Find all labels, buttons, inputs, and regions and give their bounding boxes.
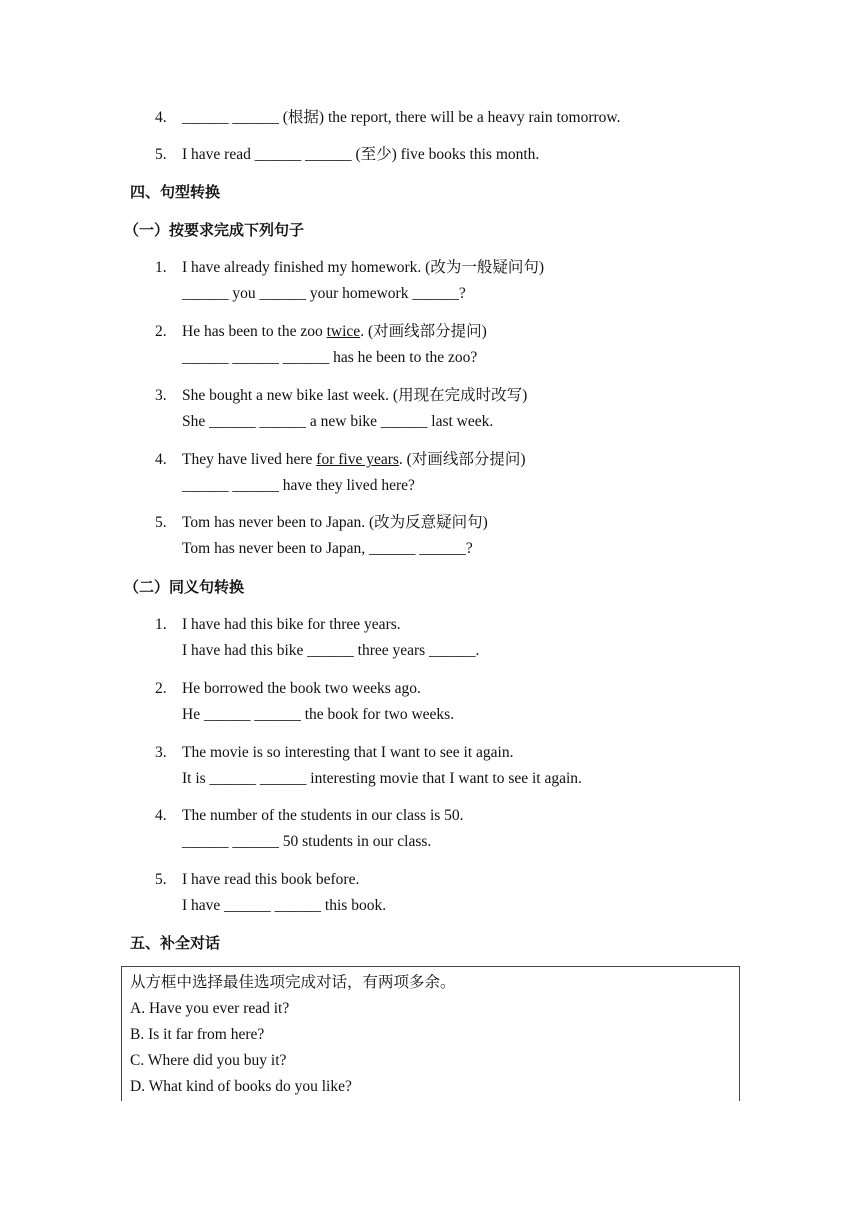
- item-answer-line: He ______ ______ the book for two weeks.: [182, 706, 455, 723]
- item-answer-line: Tom has never been to Japan, ______ ______?: [182, 540, 473, 557]
- prompt-instruction: . (对画线部分提问): [398, 451, 526, 468]
- item-prompt: I have already finished my homework. (改为一般疑问句): [182, 259, 545, 276]
- item-number: 5.: [155, 871, 167, 888]
- item-text: I have read ______ ______ (至少) five books this month.: [182, 146, 540, 163]
- subsection-title: （一）按要求完成下列句子: [124, 221, 305, 239]
- item-prompt: [182, 450, 525, 470]
- item-number: 4.: [155, 807, 167, 824]
- underlined-phrase: for five years: [316, 451, 399, 468]
- item-number: 4.: [155, 109, 167, 126]
- option-b: B. Is it far from here?: [130, 1026, 265, 1043]
- box-instruction: 从方框中选择最佳选项完成对话，有两项多余。: [130, 974, 456, 991]
- item-answer-line: I have had this bike ______ three years ______.: [182, 642, 480, 659]
- underlined-phrase: twice: [326, 323, 361, 340]
- item-prompt: I have read this book before.: [182, 871, 360, 888]
- item-number: 5.: [155, 514, 167, 531]
- item-prompt: [182, 322, 487, 342]
- option-c: C. Where did you buy it?: [130, 1052, 287, 1069]
- item-number: 3.: [155, 387, 167, 404]
- item-number: 2.: [155, 680, 167, 697]
- subsection-title: （二）同义句转换: [124, 578, 245, 596]
- item-answer-line: ______ ______ ______ has he been to the zoo?: [182, 349, 478, 366]
- option-a: A. Have you ever read it?: [130, 1000, 290, 1017]
- item-number: 3.: [155, 744, 167, 761]
- item-number: 4.: [155, 451, 167, 468]
- options-box: [121, 966, 740, 1101]
- item-prompt: Tom has never been to Japan. (改为反意疑问句): [182, 514, 488, 531]
- item-prompt: The number of the students in our class is 50.: [182, 807, 464, 824]
- item-answer-line: ______ ______ have they lived here?: [182, 477, 415, 494]
- prompt-text: He has been to the zoo: [182, 323, 327, 340]
- item-answer-line: ______ you ______ your homework ______?: [182, 285, 466, 302]
- item-number: 5.: [155, 146, 167, 163]
- item-text: ______ ______ (根据) the report, there will be a heavy rain tomorrow.: [182, 109, 621, 126]
- item-prompt: She bought a new bike last week. (用现在完成时改写): [182, 387, 528, 404]
- item-answer-line: She ______ ______ a new bike ______ last week.: [182, 413, 494, 430]
- item-prompt: The movie is so interesting that I want to see it again.: [182, 744, 514, 761]
- item-answer-line: It is ______ ______ interesting movie that I want to see it again.: [182, 770, 582, 787]
- item-prompt: He borrowed the book two weeks ago.: [182, 680, 421, 697]
- prompt-text: They have lived here: [182, 451, 317, 468]
- section-title: 五、补全对话: [130, 934, 221, 952]
- item-number: 1.: [155, 616, 167, 633]
- item-prompt: I have had this bike for three years.: [182, 616, 401, 633]
- section-title: 四、句型转换: [130, 183, 221, 201]
- prompt-instruction: . (对画线部分提问): [360, 323, 487, 340]
- item-number: 1.: [155, 259, 167, 276]
- item-answer-line: I have ______ ______ this book.: [182, 897, 387, 914]
- item-answer-line: ______ ______ 50 students in our class.: [182, 833, 432, 850]
- item-number: 2.: [155, 323, 167, 340]
- option-d: D. What kind of books do you like?: [130, 1078, 352, 1095]
